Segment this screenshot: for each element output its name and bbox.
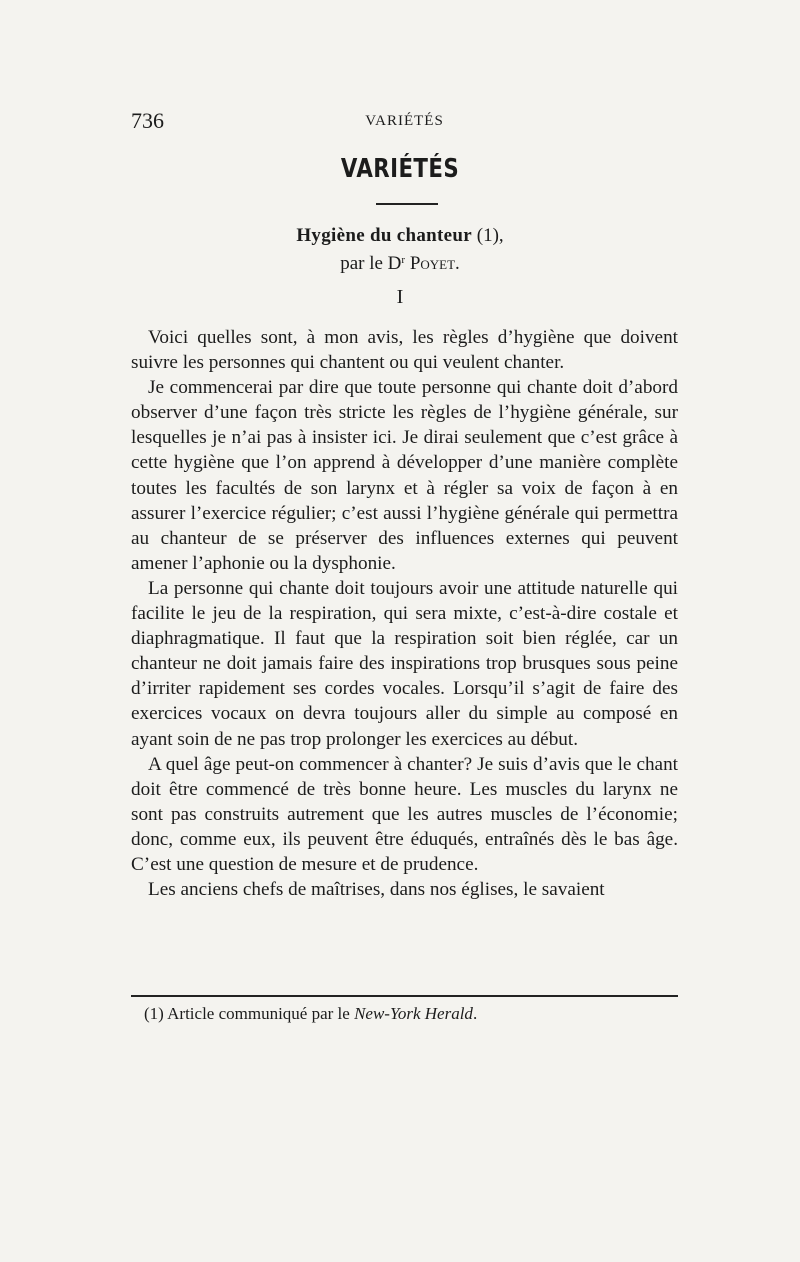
article-title-note: (1), xyxy=(472,225,504,246)
running-title: VARIÉTÉS xyxy=(365,113,444,129)
article-title-text: Hygiène du chanteur xyxy=(296,225,472,246)
byline-sup: r xyxy=(401,254,406,266)
footnote-text: Article communiqué par le xyxy=(163,1004,355,1023)
section-title: VARIÉTÉS xyxy=(340,154,460,184)
title-rule xyxy=(376,203,438,205)
running-head xyxy=(131,108,678,138)
footnote-source: New-York Herald xyxy=(354,1004,473,1023)
paragraph: Je commencerai par dire que toute personne qui chante doit d’abord observer d’une façon très stricte les règles de l’hygiène générale, sur lesquelles je n’ai pas à insister ici. Je dirai seulement que c’est grâce à cette hygiène que l’on apprend à développer d’une manière complète toutes les facultés de son larynx et à régler sa voix de façon à en assurer l’exercice régulier; c’est aussi l’hygiène générale qui permettra au chanteur de se préserver des influences externes qui peuvent amener l’aphonie ou la dysphonie. xyxy=(131,377,678,574)
paragraph: Les anciens chefs de maîtrises, dans nos églises, le savaient xyxy=(148,879,605,901)
paragraph: La personne qui chante doit toujours avoir une attitude naturelle qui facilite le jeu de la respiration, qui sera mixte, c’est-à-dire costale et diaphragmatique. Il faut que la respiration soit bien réglée, car un chanteur ne doit jamais faire des inspirations trop brusques sous peine d’irriter rapidement ses cordes vocales. Lorsqu’il s’agit de faire des exercices vocaux on devra toujours aller du simple au composé en ayant soin de ne pas trop prolonger les exercices au début. xyxy=(131,577,678,750)
byline-prefix: par le D xyxy=(340,253,402,274)
footnote-rule xyxy=(131,995,678,997)
footnote-end: . xyxy=(472,1004,478,1023)
article-title xyxy=(0,225,800,247)
footnote xyxy=(144,1004,477,1024)
byline-name: Poyet. xyxy=(405,253,460,274)
footnote-marker: (1) xyxy=(144,1004,164,1023)
paragraph: A quel âge peut-on commencer à chanter? Je suis d’avis que le chant doit être commencé de très bonne heure. Les muscles du larynx ne sont pas construits autrement que les autres muscles de l’économie; donc, comme eux, ils peuvent être éduqués, entraînés dès le bas âge. C’est une question de mesure et de prudence. xyxy=(131,753,678,875)
paragraph: Voici quelles sont, à mon avis, les règles d’hygiène que doivent suivre les personnes qui chantent ou qui veulent chanter. xyxy=(131,327,678,374)
body-text xyxy=(131,325,678,902)
page-number: 736 xyxy=(131,108,164,133)
byline xyxy=(0,253,800,275)
chapter-number: I xyxy=(396,286,404,308)
